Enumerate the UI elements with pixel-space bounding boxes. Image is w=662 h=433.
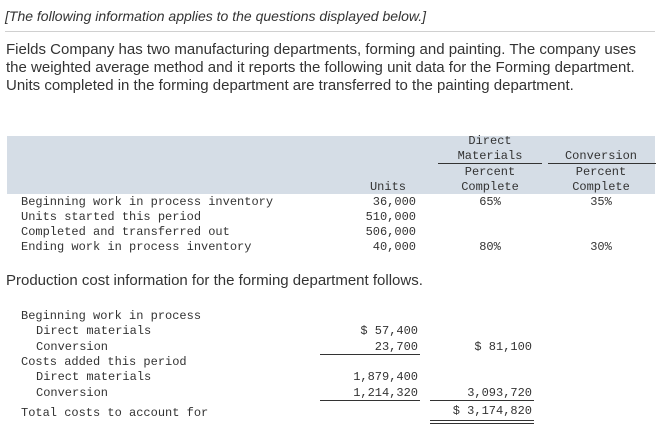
header-conv-rule [548,163,656,164]
header-units: Units [369,180,406,194]
added-dm-value: 1,879,400 [353,370,418,384]
sum-rule [430,400,534,401]
bwip-dm-value: $ 57,400 [360,324,418,338]
row-units: 510,000 [365,210,416,224]
header-dm-line2: Materials [457,149,523,163]
header-conv-line1: Conversion [564,149,637,163]
added-conv-label: Conversion [36,386,109,400]
added-dm-label: Direct materials [36,370,152,384]
bwip-conv-label: Conversion [36,340,109,354]
total-label: Total costs to account for [21,406,209,420]
total-double-rule-bottom [430,423,534,424]
row-label: Completed and transferred out [21,225,230,239]
row-units: 506,000 [365,225,416,239]
added-heading: Costs added this period [21,355,187,369]
row-label: Ending work in process inventory [21,240,252,254]
row-conv-percent: 35% [590,195,612,209]
row-units: 36,000 [372,195,416,209]
header-dm-rule [438,163,542,164]
header-dm-line3: Percent [464,165,516,179]
problem-intro: Fields Company has two manufacturing departments, forming and painting. The company uses the weighted average method and it reports the following unit data for the Forming department. Units completed in the forming department are transferred to the painting department. [6,41,637,94]
header-dm-line1: Direct [468,134,512,148]
bwip-total: $ 81,100 [474,340,532,354]
row-label: Units started this period [21,210,202,224]
row-dm-percent: 80% [479,240,501,254]
bwip-subtotal-rule [320,354,420,355]
added-conv-value: 1,214,320 [353,386,418,400]
cost-intro: Production cost information for the forming department follows. [6,272,423,289]
bwip-dm-label: Direct materials [36,324,152,338]
row-dm-percent: 65% [479,195,501,209]
header-conv-line3: Complete [572,180,630,194]
header-conv-line2: Percent [575,165,627,179]
total-double-rule-top [430,420,534,421]
row-conv-percent: 30% [590,240,612,254]
row-units: 40,000 [372,240,416,254]
bwip-conv-value: 23,700 [374,340,418,354]
instruction-note: [The following information applies to the questions displayed below.] [5,7,655,32]
row-label: Beginning work in process inventory [21,195,274,209]
header-dm-line4: Complete [461,180,519,194]
total-value: $ 3,174,820 [452,404,532,418]
bwip-heading: Beginning work in process [21,309,202,323]
added-subtotal-rule [320,400,420,401]
added-total: 3,093,720 [467,386,532,400]
